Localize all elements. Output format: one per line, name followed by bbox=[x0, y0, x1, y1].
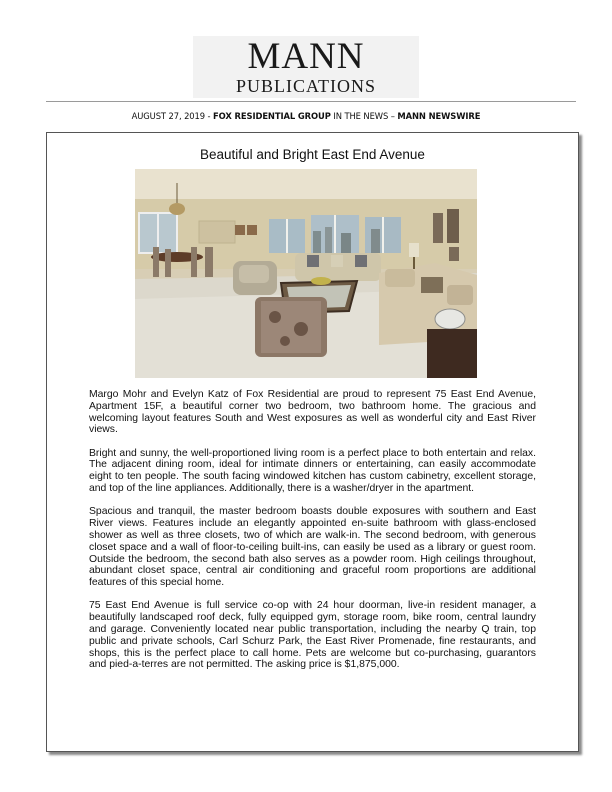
dateline-separator: - bbox=[204, 111, 214, 121]
masthead-logo bbox=[193, 36, 419, 98]
dateline-company: FOX RESIDENTIAL GROUP bbox=[213, 111, 331, 121]
living-room-photo bbox=[135, 169, 477, 378]
logo-subtitle: PUBLICATIONS bbox=[235, 76, 376, 96]
article-paragraph: Spacious and tranquil, the master bedroom boasts double exposures with southern and East River views. Features include an elegantly appointed en-suite bathroom with glass-enclosed shower as well as three closets, two of which are walk-in. The second bedroom, with generous closet space and a wall of floor-to-ceiling built-ins, can easily be used as a library or guest room. Outside the bedroom, the second bath also serves as a powder room. High ceilings throughout, abundant closet space, central air conditioning and graceful room proportions are additional features of this special home. bbox=[89, 506, 536, 589]
article-headline: Beautiful and Bright East End Avenue bbox=[200, 147, 425, 162]
article-paragraph: Bright and sunny, the well-proportioned living room is a perfect place to both entertain and relax. The adjacent dining room, ideal for intimate dinners or entertaining, can easily accommodate eight to ten people. The south facing windowed kitchen has custom cabinetry, excellent storage, and top of the line appliances. Additionally, there is a washer/dryer in the apartment. bbox=[89, 447, 536, 495]
article-frame bbox=[46, 132, 579, 752]
dateline-source: MANN NEWSWIRE bbox=[397, 111, 481, 121]
dateline bbox=[0, 111, 612, 121]
dateline-middle: IN THE NEWS – bbox=[330, 111, 398, 121]
article-body bbox=[89, 389, 536, 683]
article-paragraph: 75 East End Avenue is full service co-op with 24 hour doorman, live-in resident manager, a beautifully landscaped roof deck, fully equipped gym, storage room, bike room, central laundry and garage. Conveniently located near public transportation, including the nearby Q train, top public and private schools, Carl Schurz Park, the East River Promenade, fine restaurants, and shops, this is the perfect place to call home. Pets are welcome but co-purchasing, guarantors and pied-a-terres are not permitted. The asking price is $1,875,000. bbox=[89, 600, 536, 671]
header-divider bbox=[46, 101, 576, 102]
article-paragraph: Margo Mohr and Evelyn Katz of Fox Residential are proud to represent 75 East End Avenue, Apartment 15F, a beautiful corner two bedroom, two bathroom home. The gracious and welcoming layout features South and West exposures as well as wonderful city and East River views. bbox=[89, 389, 536, 436]
dateline-date: AUGUST 27, 2019 bbox=[131, 111, 205, 121]
logo-title: MANN bbox=[247, 36, 365, 77]
